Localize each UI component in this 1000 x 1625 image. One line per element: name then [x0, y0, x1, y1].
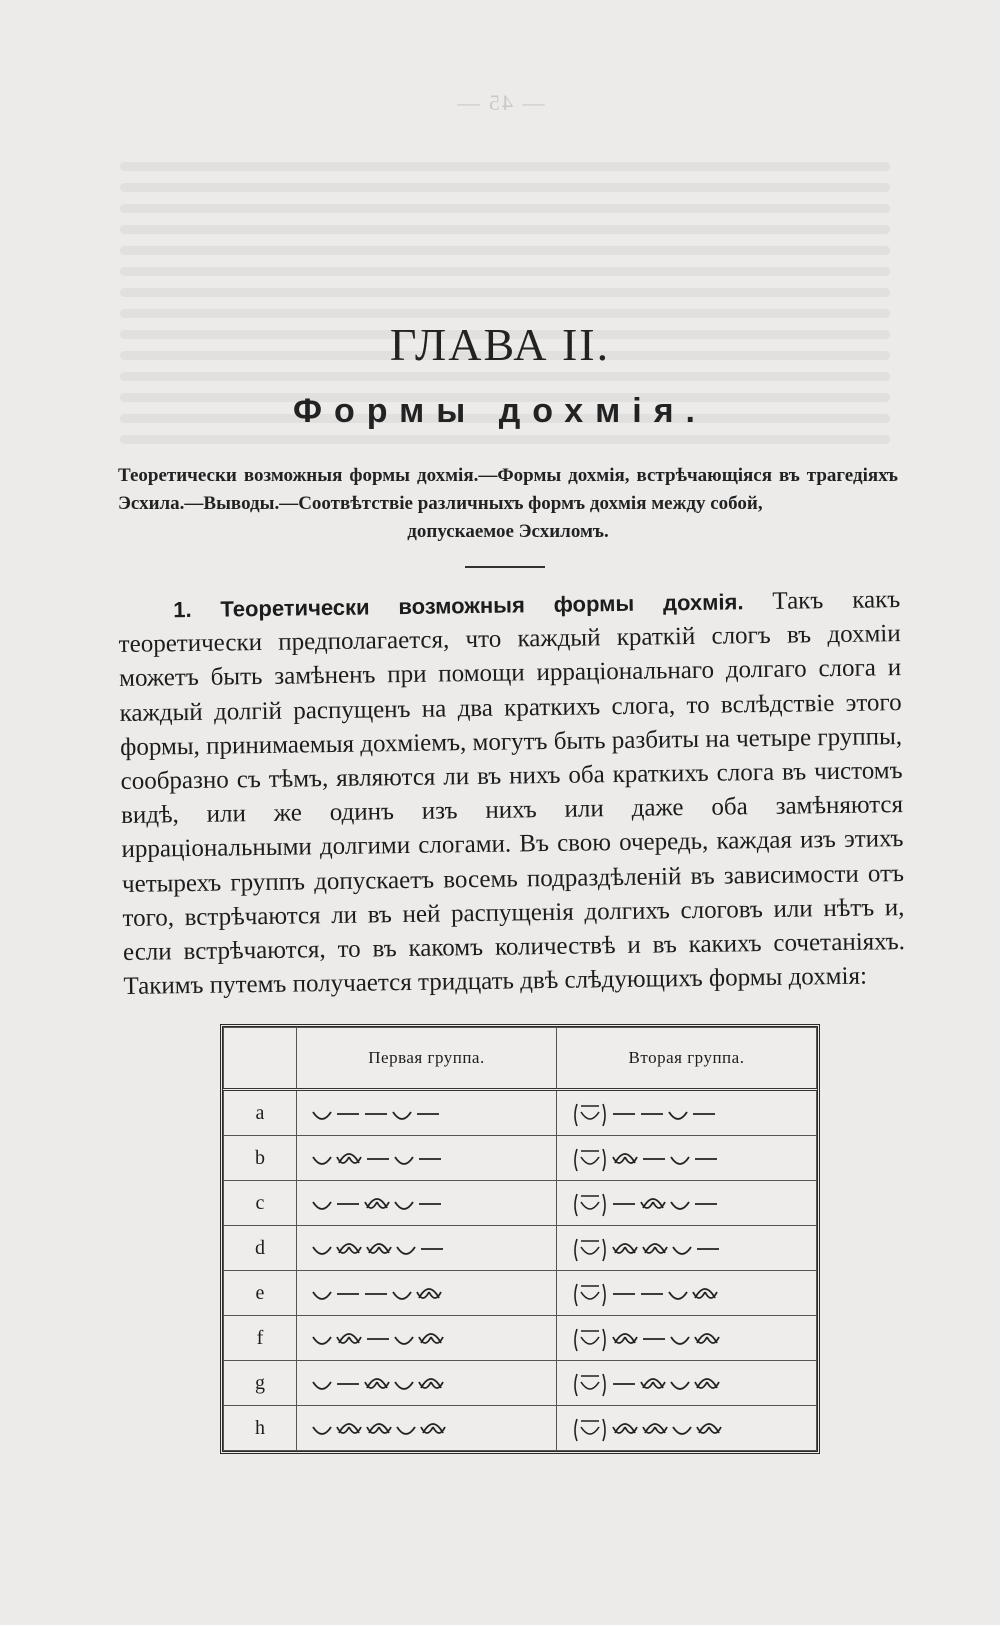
short-syllable-mark	[669, 1112, 687, 1119]
metrical-scheme-group2	[557, 1090, 817, 1136]
resolved-syllable-mark	[613, 1244, 637, 1253]
short-syllable-mark	[313, 1382, 331, 1389]
resolved-syllable-mark	[693, 1289, 717, 1298]
resolved-syllable-mark	[417, 1289, 441, 1298]
metrical-scheme-group1	[297, 1181, 557, 1226]
short-syllable-mark	[313, 1337, 331, 1344]
metrical-scheme-group2	[557, 1361, 817, 1406]
table-row	[224, 1361, 817, 1406]
table-row	[224, 1090, 817, 1136]
metrical-scheme-drawing	[569, 1233, 809, 1263]
bleed-through-page-number: — 45 —	[455, 90, 545, 115]
column-header-group1: Первая группа.	[297, 1028, 557, 1090]
short-syllable-mark	[671, 1382, 689, 1389]
metrical-scheme-drawing	[569, 1188, 809, 1218]
dochmius-forms-table	[220, 1024, 820, 1454]
resolved-syllable-mark	[643, 1424, 667, 1433]
metrical-scheme-group1	[297, 1361, 557, 1406]
short-syllable-mark	[397, 1427, 415, 1434]
metrical-scheme-group2	[557, 1271, 817, 1316]
short-syllable-mark	[395, 1202, 413, 1209]
short-syllable-mark	[313, 1112, 331, 1119]
chapter-title: ГЛАВА II.	[389, 319, 611, 370]
irrational-syllable-mark	[575, 1194, 605, 1216]
metrical-scheme-drawing	[309, 1323, 549, 1353]
irrational-syllable-mark	[575, 1284, 605, 1306]
summary-line: Теоретически возможныя формы дохмія.—Формы дохмія, встрѣчающіяся въ трагедіяхъ Эсхила.—Выводы.—Соотвѣтствіе различныхъ формъ дохмія между собой,	[118, 465, 898, 514]
table-row	[224, 1181, 817, 1226]
row-label: b	[224, 1136, 297, 1181]
metrical-scheme-drawing	[309, 1143, 549, 1173]
metrical-scheme-drawing	[309, 1413, 549, 1443]
metrical-scheme-drawing	[569, 1368, 809, 1398]
metrical-scheme-group1	[297, 1316, 557, 1361]
metrical-scheme-group1	[297, 1136, 557, 1181]
resolved-syllable-mark	[643, 1244, 667, 1253]
metrical-scheme-group2	[557, 1316, 817, 1361]
irrational-syllable-mark	[575, 1374, 605, 1396]
column-header-group2: Вторая группа.	[557, 1028, 817, 1090]
resolved-syllable-mark	[337, 1334, 361, 1343]
short-syllable-mark	[671, 1157, 689, 1164]
irrational-syllable-mark	[575, 1329, 605, 1351]
resolved-syllable-mark	[613, 1334, 637, 1343]
summary-line-end: допускаемое Эсхиломъ.	[407, 521, 609, 542]
resolved-syllable-mark	[641, 1379, 665, 1388]
table-corner	[224, 1028, 297, 1090]
resolved-syllable-mark	[697, 1424, 721, 1433]
metrical-scheme-group1	[297, 1090, 557, 1136]
resolved-syllable-mark	[367, 1244, 391, 1253]
metrical-scheme-group1	[297, 1271, 557, 1316]
resolved-syllable-mark	[695, 1334, 719, 1343]
metrical-scheme-drawing	[569, 1413, 809, 1443]
short-syllable-mark	[393, 1112, 411, 1119]
metrical-scheme-group1	[297, 1406, 557, 1451]
short-syllable-mark	[671, 1337, 689, 1344]
metrical-scheme-drawing	[569, 1143, 809, 1173]
irrational-syllable-mark	[575, 1239, 605, 1261]
resolved-syllable-mark	[367, 1424, 391, 1433]
resolved-syllable-mark	[419, 1334, 443, 1343]
section-heading: 1. Теоретически возможныя формы дохмія.	[173, 589, 744, 623]
short-syllable-mark	[313, 1427, 331, 1434]
metrical-scheme-drawing	[309, 1098, 549, 1128]
short-syllable-mark	[313, 1157, 331, 1164]
resolved-syllable-mark	[613, 1154, 637, 1163]
table-row	[224, 1136, 817, 1181]
metrical-scheme-group2	[557, 1136, 817, 1181]
short-syllable-mark	[313, 1247, 331, 1254]
metrical-scheme-drawing	[569, 1278, 809, 1308]
section-text: Такъ какъ теоретически предполагается, что каждый краткій слогъ въ дохміи можетъ быть замѣненъ при помощи ирраціональнаго долгаго слога и каждый долгій распущенъ на два краткихъ слога, то вслѣдствіе этого формы, принимаемыя дохміемъ, могутъ быть разбиты на четыре группы, сообразно съ тѣмъ, являются ли въ нихъ оба краткихъ слога въ чистомъ видѣ, или же одинъ изъ нихъ или даже оба замѣняются ирраціональными долгими слогами. Въ свою очередь, каждая изъ этихъ четырехъ группъ допускаетъ восемь подраздѣленій въ зависимости отъ того, встрѣчаются ли въ ней распущенія долгихъ слоговъ или нѣтъ и, если встрѣчаются, то въ какомъ количествѣ и въ какихъ сочетаніяхъ. Такимъ путемъ получается тридцать двѣ слѣдующихъ формы дохмія:	[118, 586, 906, 1001]
short-syllable-mark	[393, 1292, 411, 1299]
short-syllable-mark	[671, 1202, 689, 1209]
row-label: d	[224, 1226, 297, 1271]
table-row	[224, 1226, 817, 1271]
metrical-scheme-drawing	[309, 1188, 549, 1218]
chapter-subtitle: Формы дохмія.	[292, 392, 708, 430]
short-syllable-mark	[395, 1157, 413, 1164]
resolved-syllable-mark	[695, 1379, 719, 1388]
short-syllable-mark	[313, 1292, 331, 1299]
table-row	[224, 1271, 817, 1316]
row-label: h	[224, 1406, 297, 1451]
table-row	[224, 1316, 817, 1361]
table-header-row	[224, 1028, 817, 1090]
short-syllable-mark	[673, 1247, 691, 1254]
row-label: a	[224, 1090, 297, 1136]
metrical-scheme-drawing	[569, 1323, 809, 1353]
chapter-summary	[118, 462, 898, 546]
short-syllable-mark	[669, 1292, 687, 1299]
metrical-scheme-drawing	[309, 1278, 549, 1308]
irrational-syllable-mark	[575, 1104, 605, 1126]
table-row	[224, 1406, 817, 1451]
row-label: f	[224, 1316, 297, 1361]
resolved-syllable-mark	[337, 1154, 361, 1163]
short-syllable-mark	[397, 1247, 415, 1254]
resolved-syllable-mark	[419, 1379, 443, 1388]
short-syllable-mark	[395, 1337, 413, 1344]
metrical-scheme-group2	[557, 1226, 817, 1271]
resolved-syllable-mark	[337, 1244, 361, 1253]
section-body	[118, 583, 906, 1004]
resolved-syllable-mark	[421, 1424, 445, 1433]
metrical-scheme-group1	[297, 1226, 557, 1271]
irrational-syllable-mark	[575, 1149, 605, 1171]
divider-rule	[465, 566, 545, 568]
short-syllable-mark	[673, 1427, 691, 1434]
row-label: c	[224, 1181, 297, 1226]
metrical-scheme-group2	[557, 1406, 817, 1451]
section-paragraph	[118, 583, 906, 1004]
resolved-syllable-mark	[337, 1424, 361, 1433]
metrical-scheme-group2	[557, 1181, 817, 1226]
irrational-syllable-mark	[575, 1419, 605, 1441]
short-syllable-mark	[313, 1202, 331, 1209]
row-label: g	[224, 1361, 297, 1406]
row-label: e	[224, 1271, 297, 1316]
metrical-scheme-drawing	[569, 1098, 809, 1128]
resolved-syllable-mark	[613, 1424, 637, 1433]
metrical-scheme-drawing	[309, 1233, 549, 1263]
metrical-scheme-drawing	[309, 1368, 549, 1398]
resolved-syllable-mark	[641, 1199, 665, 1208]
resolved-syllable-mark	[365, 1379, 389, 1388]
resolved-syllable-mark	[365, 1199, 389, 1208]
short-syllable-mark	[395, 1382, 413, 1389]
